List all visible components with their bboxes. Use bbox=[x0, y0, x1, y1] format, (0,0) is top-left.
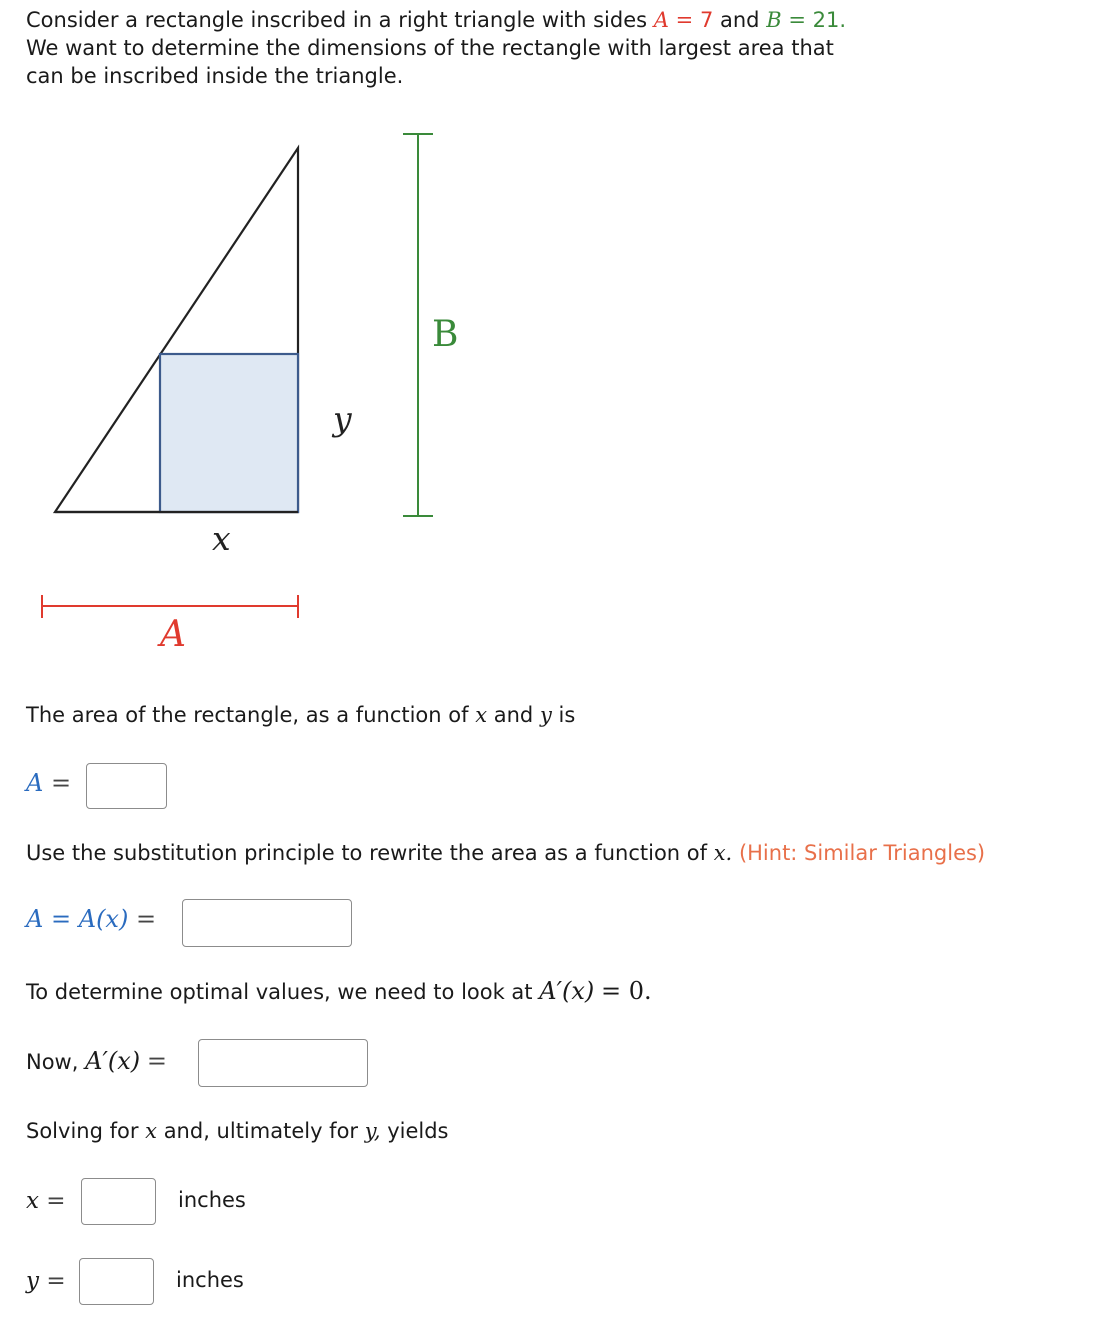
label-y: y bbox=[333, 399, 352, 438]
side-b-symbol: B bbox=[766, 8, 782, 32]
label-a: A bbox=[160, 614, 186, 655]
area-function-input[interactable] bbox=[182, 899, 352, 947]
intro-line-1: Consider a rectangle inscribed in a right triangle with sides A = 7 and B = 21. bbox=[26, 8, 847, 32]
problem-statement bbox=[26, 6, 846, 90]
question-substitution-text: Use the substitution principle to rewrite the area as a function of x. (Hint: Similar Triangles) bbox=[26, 841, 986, 865]
height-bar-b bbox=[403, 134, 433, 516]
side-a-value: 7 bbox=[699, 8, 714, 32]
area-input[interactable] bbox=[86, 763, 167, 809]
intro-line-3: can be inscribed inside the triangle. bbox=[26, 64, 404, 88]
intro-line-2: We want to determine the dimensions of the rectangle with largest area that bbox=[26, 36, 834, 60]
triangle-figure bbox=[0, 120, 480, 660]
derivative-label: Now, A′(x) = bbox=[26, 1047, 167, 1075]
area-label: A = bbox=[26, 769, 72, 797]
y-answer-input[interactable] bbox=[79, 1258, 154, 1305]
y-unit: inches bbox=[176, 1268, 244, 1292]
side-b-value: 21 bbox=[812, 8, 840, 32]
question-area-text: The area of the rectangle, as a function of x and y is bbox=[26, 703, 576, 727]
solving-text: Solving for x and, ultimately for y, yields bbox=[26, 1119, 449, 1143]
optimal-values-text: To determine optimal values, we need to look at A′(x) = 0. bbox=[26, 977, 652, 1005]
hint-link[interactable]: (Hint: Similar Triangles) bbox=[738, 841, 986, 865]
side-a-symbol: A bbox=[653, 8, 669, 32]
inscribed-rectangle bbox=[160, 354, 298, 512]
y-answer-label: y = bbox=[26, 1268, 66, 1294]
x-answer-label: x = bbox=[26, 1188, 66, 1214]
label-b: B bbox=[432, 314, 459, 355]
x-unit: inches bbox=[178, 1188, 246, 1212]
x-answer-input[interactable] bbox=[81, 1178, 156, 1225]
derivative-input[interactable] bbox=[198, 1039, 368, 1087]
area-function-label: A = A(x) = bbox=[26, 905, 157, 933]
label-x: x bbox=[212, 519, 231, 558]
